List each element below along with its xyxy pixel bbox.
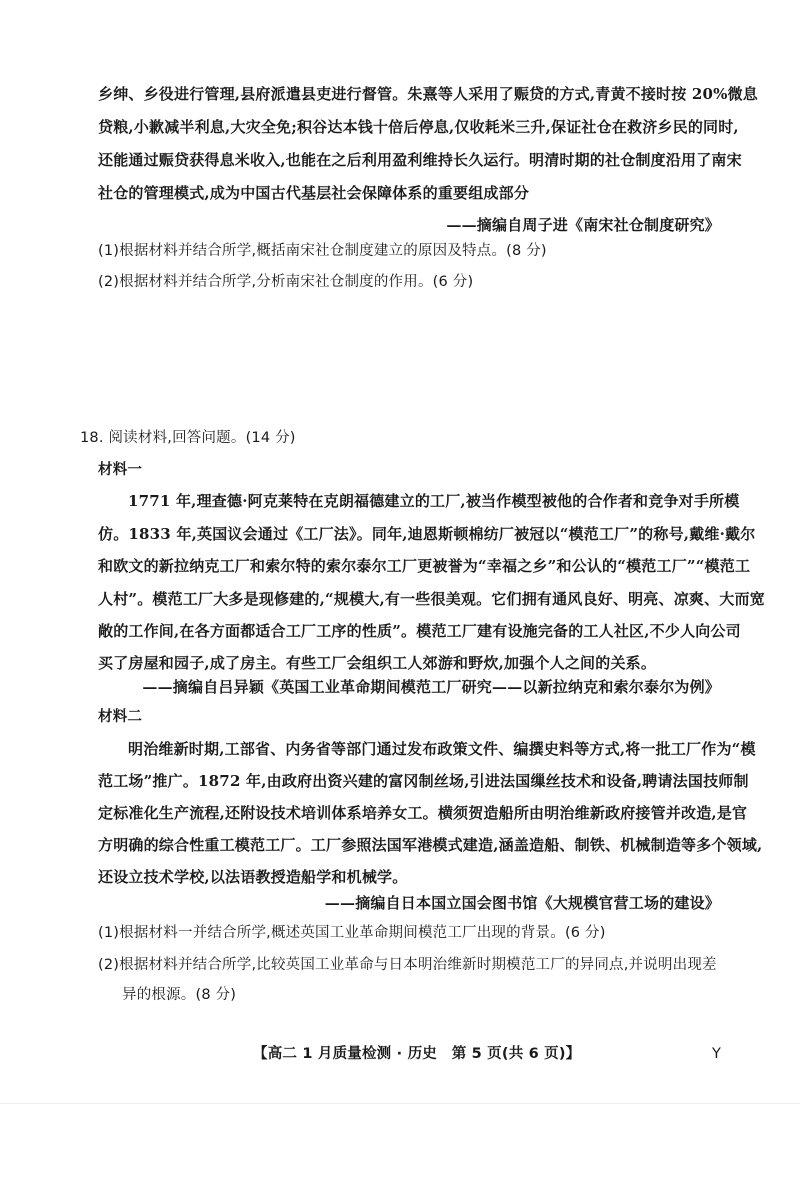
material-line: 敞的工作间,在各方面都适合工厂工序的性质”。模范工厂建有设施完备的工人社区,不少人向公司	[98, 622, 741, 640]
source-citation: ——摘编自周子进《南宋社仓制度研究》	[446, 216, 720, 234]
passage-line: 社仓的管理模式,成为中国古代基层社会保障体系的重要组成部分	[98, 184, 530, 202]
question-item: (2)根据材料并结合所学,分析南宋社仓制度的作用。(6 分)	[98, 274, 474, 290]
material-line: 1771 年,理查德·阿克莱特在克朗福德建立的工厂,被当作模型被他的合作者和竞争对手所模	[128, 492, 740, 510]
passage-line: 乡绅、乡役进行管理,县府派遣县吏进行督管。朱熹等人采用了赈贷的方式,青黄不接时按 20%微息	[98, 85, 758, 103]
material-line: 仿。1833 年,英国议会通过《工厂法》。同年,迪恩斯顿棉纺厂被冠以“模范工厂”的称号,戴维·戴尔	[98, 525, 756, 543]
material-heading: 材料二	[98, 709, 143, 725]
material-line: 买了房屋和园子,成了房主。有些工厂会组织工人郊游和野炊,加强个人之间的关系。	[98, 654, 657, 672]
material-line: 范工场”推广。1872 年,由政府出资兴建的富冈制丝场,引进法国缫丝技术和设备,聘请法国技师制	[98, 772, 749, 790]
question-item: (1)根据材料并结合所学,概括南宋社仓制度建立的原因及特点。(8 分)	[98, 243, 547, 259]
material-line: 定标准化生产流程,还附设技术培训体系培养女工。横须贺造船所由明治维新政府接管并改造,是官	[98, 804, 748, 822]
question-item: (2)根据材料并结合所学,比较英国工业革命与日本明治维新时期模范工厂的异同点,并说明出现差	[98, 957, 717, 973]
material-line: 明治维新时期,工部省、内务省等部门通过发布政策文件、编撰史料等方式,将一批工厂作为“模	[128, 740, 756, 758]
material-line: 方明确的综合性重工模范工厂。工厂参照法国军港模式建造,涵盖造船、制铁、机械制造等多个领域,	[98, 836, 763, 854]
question-item: (1)根据材料一并结合所学,概述英国工业革命期间模范工厂出现的背景。(6 分)	[98, 925, 606, 941]
source-citation: ——摘编自日本国立国会图书馆《大规模官营工场的建设》	[324, 894, 720, 912]
material-heading: 材料一	[98, 462, 143, 478]
paper-code: Y	[712, 1046, 722, 1062]
passage-line: 还能通过赈贷获得息米收入,也能在之后利用盈利维持长久运行。明清时期的社仓制度沿用了南宋	[98, 151, 742, 169]
material-line: 人村”。模范工厂大多是现修建的,“规模大,有一些很美观。它们拥有通风良好、明亮、凉爽、大而宽	[98, 590, 765, 608]
page-divider	[0, 1103, 800, 1104]
question-title: 18. 阅读材料,回答问题。(14 分)	[80, 430, 296, 446]
material-line: 和欧文的新拉纳克工厂和索尔特的索尔泰尔工厂更被誉为“幸福之乡”和公认的“模范工厂”“模范工	[98, 557, 751, 575]
question-item: 异的根源。(8 分)	[122, 987, 237, 1003]
passage-line: 贷粮,小歉减半利息,大灾全免;积谷达本钱十倍后停息,仅收耗米三升,保证社仓在救济乡民的同时,	[98, 118, 739, 136]
source-citation: ——摘编自吕异颖《英国工业革命期间模范工厂研究——以新拉纳克和索尔泰尔为例》	[142, 678, 720, 696]
material-line: 还设立技术学校,以法语教授造船学和机械学。	[98, 868, 408, 886]
page-footer: 【高二 1 月质量检测 · 历史 第 5 页(共 6 页)】	[253, 1046, 581, 1062]
